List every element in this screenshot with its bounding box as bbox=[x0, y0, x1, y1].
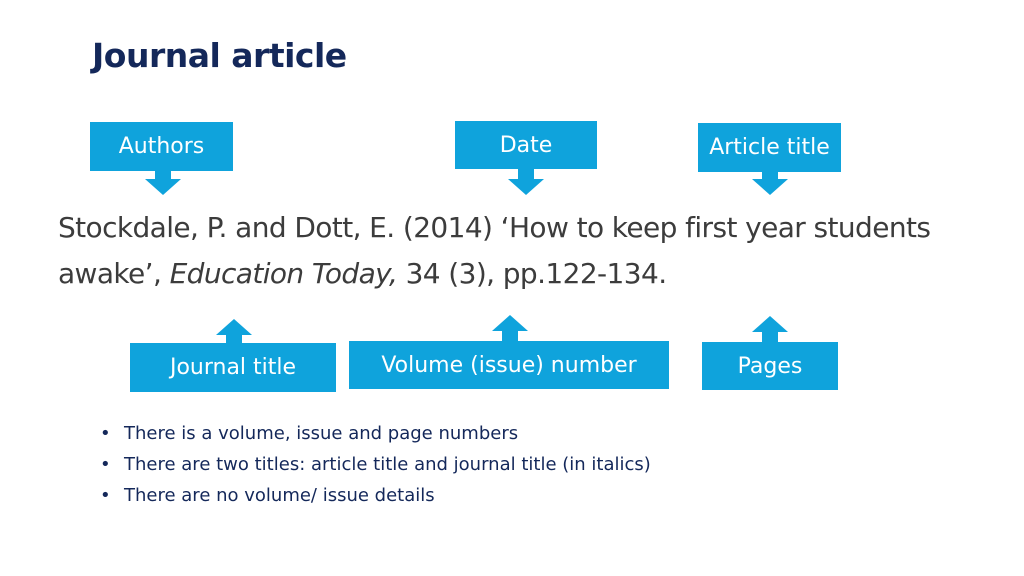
bullet-item bbox=[98, 480, 651, 511]
reference-line-2-end: 34 (3), pp.122-134. bbox=[397, 257, 667, 290]
label-date-text: Date bbox=[499, 132, 553, 158]
label-volume-issue bbox=[349, 341, 669, 389]
reference-journal-title: Education Today, bbox=[169, 257, 398, 290]
bullet-item bbox=[98, 418, 651, 449]
label-journal-title-text: Journal title bbox=[169, 355, 297, 380]
arrow-journal-title-stem bbox=[226, 335, 242, 343]
bullet-list bbox=[98, 418, 651, 511]
label-journal-title bbox=[130, 343, 336, 392]
reference-line-2 bbox=[58, 251, 1018, 297]
reference-line-1: Stockdale, P. and Dott, E. (2014) ‘How to keep first year students bbox=[58, 211, 931, 244]
arrow-up-icon bbox=[752, 316, 788, 332]
label-pages bbox=[702, 342, 838, 390]
bullet-item bbox=[98, 449, 651, 480]
reference-line-2-start: awake’, bbox=[58, 257, 170, 290]
slide-title: Journal article bbox=[92, 36, 347, 75]
label-authors-text: Authors bbox=[118, 134, 205, 159]
arrow-volume-issue-stem bbox=[502, 331, 518, 341]
arrow-up-icon bbox=[492, 315, 528, 331]
arrow-up-icon bbox=[216, 319, 252, 335]
arrow-down-icon bbox=[508, 179, 544, 195]
arrow-article-title-stem bbox=[762, 172, 778, 179]
bullet-text: There are two titles: article title and journal title (in italics) bbox=[124, 454, 651, 475]
bullet-dot: • bbox=[100, 454, 111, 475]
label-date bbox=[455, 121, 597, 169]
bullet-dot: • bbox=[100, 485, 111, 506]
label-volume-issue-text: Volume (issue) number bbox=[381, 352, 637, 378]
arrow-pages-stem bbox=[762, 332, 778, 342]
label-article-title bbox=[698, 123, 841, 172]
bullet-text: There are no volume/ issue details bbox=[124, 485, 435, 506]
arrow-down-icon bbox=[752, 179, 788, 195]
arrow-authors-stem bbox=[155, 171, 171, 179]
label-authors bbox=[90, 122, 233, 171]
reference-citation bbox=[58, 205, 1018, 297]
bullet-text: There is a volume, issue and page numbers bbox=[124, 423, 519, 444]
label-article-title-text: Article title bbox=[709, 135, 830, 160]
arrow-date-stem bbox=[518, 169, 534, 179]
arrow-down-icon bbox=[145, 179, 181, 195]
label-pages-text: Pages bbox=[737, 353, 803, 379]
bullet-dot: • bbox=[100, 423, 111, 444]
